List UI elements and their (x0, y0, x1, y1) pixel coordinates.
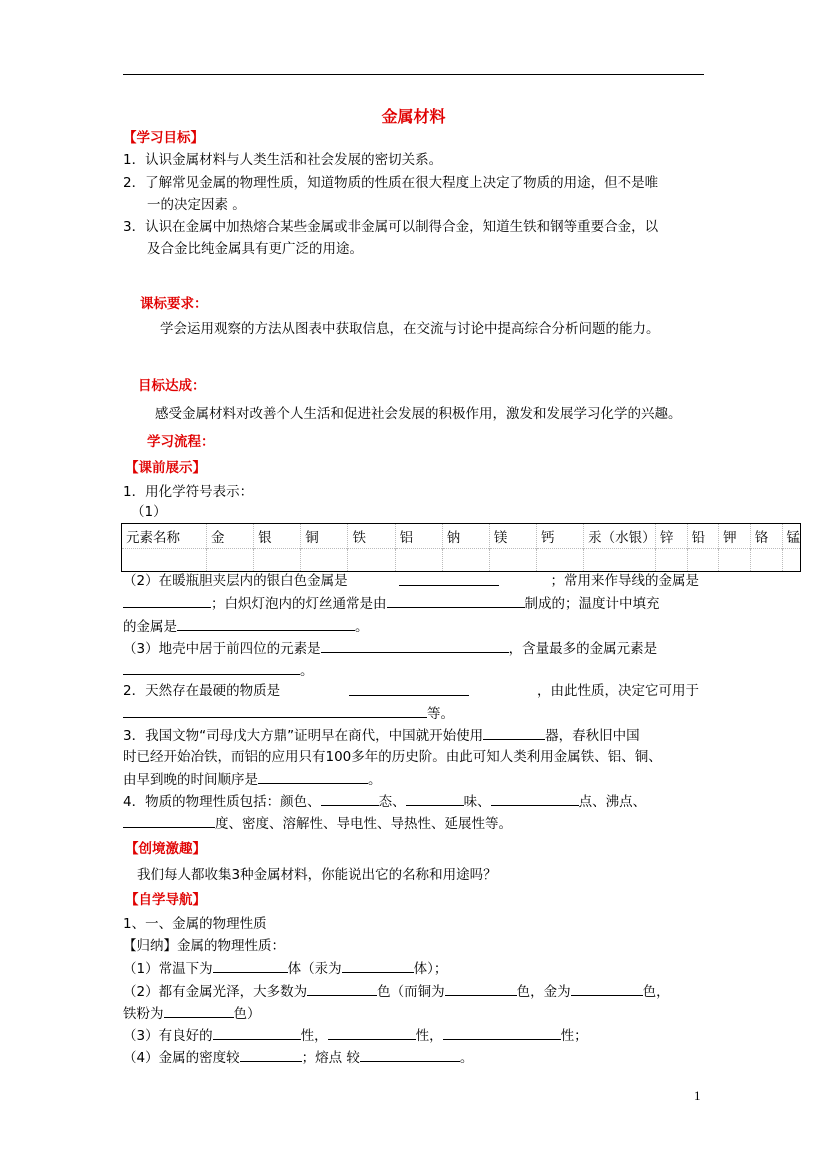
self-study-line: 【归纳】金属的物理性质： (123, 938, 285, 954)
table-header-cell: 钙 (537, 524, 584, 549)
answer-blank[interactable] (360, 1048, 460, 1062)
table-header-cell: 镁 (489, 524, 536, 549)
curriculum-heading: 课标要求： (140, 296, 208, 312)
objective-item: 2．了解常见金属的物理性质，知道物质的性质在很大程度上决定了物质的用途，但不是唯 (123, 175, 659, 191)
answer-blank[interactable] (123, 814, 215, 828)
scenario-text: 我们每人都收集3种金属材料，你能说出它的名称和用途吗？ (137, 867, 497, 883)
answer-blank[interactable] (240, 1048, 302, 1062)
element-table (121, 523, 801, 572)
process-heading: 学习流程： (147, 434, 215, 450)
table-answer-cell[interactable] (254, 549, 301, 572)
self-study-line: 1、一、金属的物理性质 (123, 916, 267, 932)
answer-blank[interactable] (321, 639, 509, 653)
table-answer-cell[interactable] (584, 549, 656, 572)
table-answer-cell[interactable] (122, 549, 207, 572)
question-3-line-2: 。 (123, 661, 314, 680)
table-answer-cell[interactable] (348, 549, 395, 572)
question-2-line-1: （2）在暖瓶胆夹层内的银白色金属是 ；常用来作导线的金属是 (123, 573, 699, 589)
table-header-cell: 铅 (687, 524, 719, 549)
page-number: 1 (694, 1088, 701, 1103)
goal-text: 感受金属材料对改善个人生活和促进社会发展的积极作用，激发和发展学习化学的兴趣。 (155, 406, 682, 422)
table-answer-cell[interactable] (489, 549, 536, 572)
table-answer-cell[interactable] (687, 549, 719, 572)
answer-blank[interactable] (445, 982, 517, 996)
objective-item: 3．认识在金属中加热熔合某些金属或非金属可以制得合金，知道生铁和钢等重要合金，以 (123, 219, 659, 235)
question-5-line-3: 由早到晚的时间顺序是 。 (123, 772, 382, 788)
answer-blank[interactable] (491, 792, 579, 806)
answer-blank[interactable] (213, 1026, 301, 1040)
page-title: 金属材料 (381, 107, 446, 126)
question-4-line-1: 2．天然存在最硬的物质是 ，由此性质，决定它可用于 (123, 683, 699, 699)
answer-blank[interactable] (571, 982, 643, 996)
table-header-cell: 铝 (395, 524, 442, 549)
answer-blank[interactable] (307, 982, 377, 996)
property-1: （1）常温下为 体（汞为 体）； (123, 961, 448, 977)
answer-blank[interactable] (321, 792, 379, 806)
question-5-line-2: 时已经开始冶铁，而铝的应用只有100多年的历史阶。由此可知人类利用金属铁、铝、铜、 (123, 749, 662, 765)
table-header-cell: 钾 (719, 524, 751, 549)
answer-blank[interactable] (258, 770, 368, 784)
answer-blank[interactable] (349, 682, 469, 696)
answer-blank[interactable] (342, 959, 414, 973)
table-header-cell: 汞（水银） (584, 524, 656, 549)
objective-item: 1．认识金属材料与人类生活和社会发展的密切关系。 (123, 152, 443, 168)
question-2-line-2: ；白炽灯泡内的灯丝通常是由 制成的；温度计中填充 (123, 594, 660, 613)
table-header-cell: 铜 (301, 524, 348, 549)
answer-blank[interactable] (328, 1026, 416, 1040)
table-answer-cell[interactable] (655, 549, 687, 572)
table-header-cell: 元素名称 (126, 530, 180, 546)
goal-heading: 目标达成： (138, 378, 206, 394)
property-4: （4）金属的密度较 ；熔点 较 。 (123, 1050, 474, 1066)
table-answer-cell[interactable] (207, 549, 254, 572)
property-2-line-1: （2）都有金属光泽，大多数为 色（而铜为 色，金为 色， (123, 984, 670, 1000)
question-3-line-1: （3）地壳中居于前四位的元素是 ，含量最多的金属元素是 (123, 641, 658, 657)
curriculum-text: 学会运用观察的方法从图表中获取信息，在交流与讨论中提高综合分析问题的能力。 (160, 321, 660, 337)
property-3: （3）有良好的 性， 性， 性； (123, 1028, 588, 1044)
table-answer-cell[interactable] (537, 549, 584, 572)
question-4-line-2: 等。 (123, 704, 454, 723)
question-2-line-3: 的金属是 。 (123, 619, 369, 635)
answer-blank[interactable] (399, 572, 499, 586)
answer-blank[interactable] (406, 792, 464, 806)
answer-blank[interactable] (443, 1026, 561, 1040)
table-answer-cell[interactable] (750, 549, 782, 572)
objective-item: 一的决定因素 。 (147, 197, 246, 213)
question-5-line-1: 3．我国文物“司母戊大方鼎”证明早在商代，中国就开始使用 器，春秋旧中国 (123, 728, 640, 744)
table-header-cell: 银 (254, 524, 301, 549)
table-answer-cell[interactable] (719, 549, 751, 572)
table-header-cell: 铁 (348, 524, 395, 549)
self-study-heading: 【自学导航】 (125, 892, 206, 908)
answer-blank[interactable] (483, 726, 545, 740)
answer-blank[interactable] (387, 594, 525, 608)
answer-blank[interactable] (177, 617, 355, 631)
question-6-line-1: 4．物质的物理性质包括：颜色、 态、 味、 点、沸点、 (123, 794, 647, 810)
question-1: 1．用化学符号表示： (123, 484, 254, 500)
answer-blank[interactable] (123, 661, 300, 675)
property-2-line-2: 铁粉为 色） (123, 1006, 261, 1022)
table-answer-cell[interactable] (442, 549, 489, 572)
preview-heading: 【课前展示】 (125, 460, 206, 476)
table-answer-cell[interactable] (395, 549, 442, 572)
objectives-heading: 【学习目标】 (123, 130, 204, 146)
header-rule (123, 74, 704, 75)
table-answer-cell[interactable] (782, 549, 801, 572)
answer-blank[interactable] (123, 594, 211, 608)
question-1-sub: （1） (131, 504, 167, 520)
answer-blank[interactable] (123, 704, 427, 718)
table-header-cell: 金 (207, 524, 254, 549)
answer-blank[interactable] (213, 959, 288, 973)
table-header-cell: 钠 (442, 524, 489, 549)
objective-item: 及合金比纯金属具有更广泛的用途。 (147, 241, 363, 257)
table-header-cell: 锰 (782, 524, 801, 549)
table-answer-cell[interactable] (301, 549, 348, 572)
question-6-line-2: 度、密度、溶解性、导电性、导热性、延展性等。 (123, 814, 512, 833)
table-header-cell: 铬 (750, 524, 782, 549)
scenario-heading: 【创境激趣】 (125, 841, 206, 857)
answer-blank[interactable] (164, 1004, 234, 1018)
table-header-cell: 锌 (655, 524, 687, 549)
